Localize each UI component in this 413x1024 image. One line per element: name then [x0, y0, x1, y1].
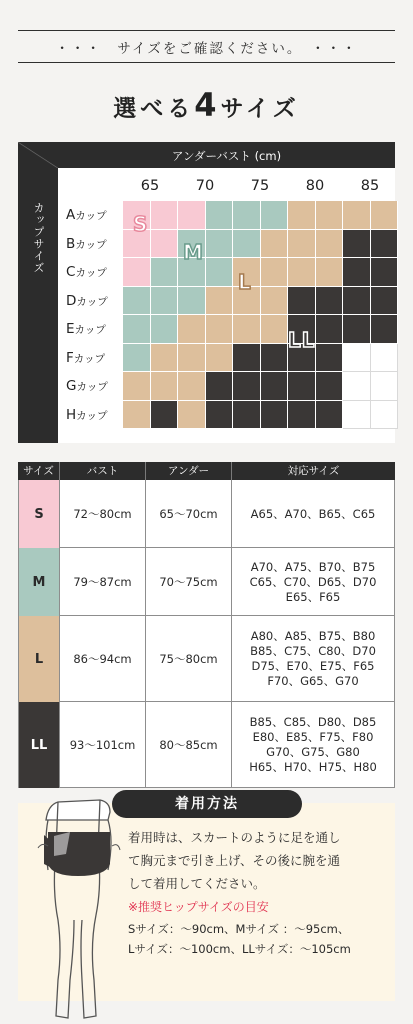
chart-cell-L [123, 401, 151, 430]
fits-cell [232, 702, 395, 788]
chart-cell-L [288, 201, 316, 230]
chart-cell-L [261, 258, 289, 287]
chart-cell-E [343, 401, 371, 430]
cup-letter: G [66, 378, 77, 394]
cup-size-label: カップサイズ [32, 202, 45, 274]
how-to-wear-title: 着用方法 [112, 790, 302, 818]
fits-line: C65、C70、D65、D70 [249, 574, 377, 589]
hip-size-line: Lサイズ：〜100cm、LLサイズ：〜105cm [128, 942, 351, 956]
bust-cell: 72〜80cm [60, 480, 146, 548]
how-to-wear-text [128, 826, 386, 895]
chart-cell-E [343, 344, 371, 373]
chart-cell-LL [343, 230, 371, 259]
how-line: して着用してください。 [128, 876, 266, 891]
row-header-A [66, 201, 107, 229]
chart-cell-L [178, 344, 206, 373]
chart-cell-S [178, 201, 206, 230]
fits-line: E65、F65 [285, 589, 341, 604]
chart-cell-L [123, 372, 151, 401]
row-header-H [66, 401, 108, 429]
cup-letter: E [66, 321, 75, 337]
cup-letter: A [66, 207, 76, 223]
chart-cell-L [288, 258, 316, 287]
chart-cell-M [178, 287, 206, 316]
chart-cell-L [178, 372, 206, 401]
chart-cell-L [206, 315, 234, 344]
fits-line: F70、G65、G70 [267, 674, 359, 688]
chart-cell-LL [371, 258, 399, 287]
chart-cell-S [151, 201, 179, 230]
chart-cell-L [316, 258, 344, 287]
cup-suffix: カップ [75, 267, 107, 279]
chart-cell-E [371, 401, 399, 430]
chart-cell-E [371, 344, 399, 373]
hip-size-line: Sサイズ：〜90cm、Mサイズ ：〜95cm、 [128, 922, 350, 936]
chart-cell-LL [288, 287, 316, 316]
under-bust-label: アンダーバスト (cm) [171, 149, 282, 163]
chart-cell-LL [288, 372, 316, 401]
size-cell: L [18, 616, 60, 702]
column-header-75: 75 [250, 178, 270, 194]
chart-cell-M [151, 287, 179, 316]
chart-cell-M [123, 315, 151, 344]
bust-cell: 79〜87cm [60, 548, 146, 616]
chart-cell-E [371, 372, 399, 401]
chart-cell-M [206, 201, 234, 230]
fits-cell [232, 616, 395, 702]
confirm-text: ・・・ サイズをご確認ください。 ・・・ [55, 41, 358, 57]
fits-line: B85、C85、D80、D85 [249, 715, 377, 729]
size-cell: M [18, 548, 60, 616]
fits-cell [232, 480, 395, 548]
under-cell: 70〜75cm [146, 548, 232, 616]
fits-line: G70、G75、G80 [266, 745, 360, 759]
chart-cell-M [206, 230, 234, 259]
chart-cell-LL [343, 258, 371, 287]
chart-cell-L [206, 344, 234, 373]
chart-cell-M [123, 287, 151, 316]
chart-cell-LL [316, 315, 344, 344]
cup-suffix: カップ [73, 352, 106, 365]
column-header-65: 65 [140, 178, 160, 194]
table-row [18, 480, 395, 548]
chart-cell-E [343, 372, 371, 401]
page-title [0, 86, 413, 124]
chart-cell-M [261, 201, 289, 230]
header-size: サイズ [18, 462, 60, 480]
row-header-F [66, 344, 105, 372]
chart-cell-M [233, 201, 261, 230]
under-cell: 75〜80cm [146, 616, 232, 702]
fits-cell [232, 548, 395, 616]
fits-line: A70、A75、B70、B75 [250, 559, 376, 574]
chart-cell-L [343, 201, 371, 230]
chart-cell-LL [233, 344, 261, 373]
chart-size-label-LL: LL [288, 328, 316, 352]
divider [18, 30, 395, 31]
chart-cell-M [123, 344, 151, 373]
column-header-80: 80 [305, 178, 325, 194]
header-fits: 対応サイズ [287, 465, 340, 477]
fits-line: E80、E85、F75、F80 [252, 730, 374, 744]
row-header-E [66, 315, 106, 343]
chart-cell-LL [261, 344, 289, 373]
row-header-G [66, 372, 108, 400]
how-line: て胸元まで引き上げ、その後に腕を通 [128, 853, 341, 868]
chart-grid-area [58, 168, 395, 443]
chart-cell-M [151, 258, 179, 287]
bust-cell: 93〜101cm [60, 702, 146, 788]
cup-suffix: カップ [76, 381, 108, 393]
chart-size-label-S: S [133, 212, 149, 236]
chart-cell-M [233, 230, 261, 259]
cup-letter: C [66, 264, 76, 280]
chart-cell-LL [316, 372, 344, 401]
chart-cell-LL [206, 372, 234, 401]
size-chart [18, 142, 395, 443]
chart-cell-LL [371, 230, 399, 259]
chart-cell-LL [288, 401, 316, 430]
chart-cell-LL [316, 344, 344, 373]
header-bust: バスト [60, 462, 146, 480]
chart-cell-L [316, 201, 344, 230]
cup-letter: H [66, 406, 77, 423]
size-cell: LL [18, 702, 60, 788]
fits-line: A80、A85、B75、B80 [250, 629, 376, 643]
fits-line: B85、C75、C80、D70 [250, 644, 376, 658]
cup-suffix: カップ [75, 238, 107, 251]
chart-size-label-M: M [183, 240, 204, 264]
cup-suffix: カップ [76, 295, 108, 308]
chart-cell-L [371, 201, 399, 230]
under-cell: 80〜85cm [146, 702, 232, 788]
chart-cell-S [151, 230, 179, 259]
hip-size-title: ※推奨ヒップサイズの目安 [128, 900, 269, 914]
fits-line: H65、H70、H75、H80 [249, 760, 377, 774]
wearing-illustration-icon [18, 780, 123, 1024]
chart-cell-LL [261, 401, 289, 430]
chart-cell-L [233, 315, 261, 344]
chart-cell-LL [343, 287, 371, 316]
chart-cell-LL [261, 372, 289, 401]
column-header-85: 85 [360, 178, 380, 194]
table-header [18, 462, 395, 480]
chart-cell-L [151, 372, 179, 401]
chart-cell-L [316, 230, 344, 259]
chart-cell-M [151, 315, 179, 344]
how-line: 着用時は、スカートのように足を通し [128, 830, 341, 845]
chart-cell-L [288, 230, 316, 259]
chart-cell-LL [371, 315, 399, 344]
chart-cell-L [261, 230, 289, 259]
size-cell: S [18, 480, 60, 548]
chart-cell-L [261, 315, 289, 344]
column-header-70: 70 [195, 178, 215, 194]
row-header-B [66, 230, 107, 258]
title-suffix: サイズ [220, 96, 300, 122]
fits-line: A65、A70、B65、C65 [250, 506, 376, 521]
chart-cell-LL [233, 401, 261, 430]
chart-cell-L [178, 401, 206, 430]
chart-cell-LL [371, 287, 399, 316]
table-row [18, 702, 395, 788]
chart-cell-LL [316, 287, 344, 316]
chart-cell-L [178, 315, 206, 344]
cup-suffix: カップ [75, 210, 107, 222]
chart-cell-L [261, 287, 289, 316]
table-row [18, 616, 395, 702]
fits-line: D75、E70、E75、F65 [251, 659, 375, 673]
cup-suffix: カップ [74, 324, 106, 336]
divider [18, 62, 395, 63]
row-header-D [66, 287, 108, 315]
header-under: アンダー [146, 462, 232, 480]
chart-size-label-L: L [238, 270, 252, 294]
cup-letter: F [66, 349, 74, 366]
chart-cell-LL [233, 372, 261, 401]
chart-cell-M [206, 258, 234, 287]
chart-cell-L [206, 287, 234, 316]
title-prefix: 選べる [113, 96, 195, 122]
cup-letter: B [66, 235, 76, 252]
bust-cell: 86〜94cm [60, 616, 146, 702]
under-cell: 65〜70cm [146, 480, 232, 548]
table-row [18, 548, 395, 616]
row-header-C [66, 258, 107, 286]
chart-cell-LL [316, 401, 344, 430]
chart-cell-LL [151, 401, 179, 430]
title-number: 4 [194, 86, 221, 124]
chart-cell-LL [343, 315, 371, 344]
chart-cell-LL [206, 401, 234, 430]
cup-letter: D [66, 292, 77, 309]
chart-cell-L [151, 344, 179, 373]
chart-cell-S [123, 258, 151, 287]
cup-suffix: カップ [76, 409, 108, 422]
